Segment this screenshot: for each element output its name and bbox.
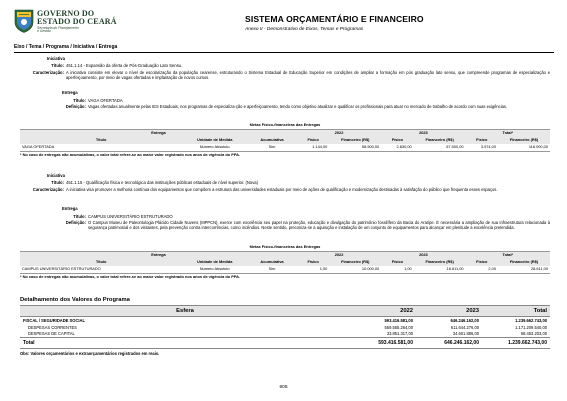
- definicao-text-1: Vagas ofertadas anualmente pelas IES Estaduais, nos programas de especializa-ção e aperfeiçoamento, tendo como objetivo atualizar e qualificar os profissionais para atuar no mercado de trabalho de acordo com suas exigências.: [88, 104, 508, 109]
- breadcrumb: Eixo / Tema / Programa / Iniciativa / Entrega: [14, 44, 554, 53]
- cell: 646.246.162,00: [450, 318, 479, 324]
- col-header: Título: [95, 136, 107, 142]
- gov-line-2: ESTADO DO CEARÁ: [37, 17, 117, 26]
- cell: 611.644.276,00: [450, 324, 479, 330]
- caracterizacao-label: Caracterização:: [32, 187, 64, 192]
- cell: 559.565.264,00: [384, 324, 413, 330]
- iniciativa-title-row-2: [38, 180, 550, 185]
- table-note-1: * No caso de entregas não acumulativas, o valor total refere-se ao maior valor registrado nos anos de vigência do PPA.: [20, 152, 241, 157]
- gov-line-3a: Secretaria do Planejamento: [37, 25, 79, 30]
- cell: 1.239.662.743,00: [515, 318, 547, 324]
- gov-line-3: [37, 27, 79, 35]
- cell: 3.974,00: [466, 144, 498, 151]
- entrega-heading-1: [62, 90, 78, 95]
- col-year-2023: 2023: [381, 129, 465, 136]
- page-header: [0, 0, 567, 45]
- col-header: Financeiro (R$): [509, 258, 539, 264]
- cell: 1,00: [297, 266, 329, 273]
- col-year-2022: 2022: [297, 251, 381, 258]
- caracterizacao-row-2: [20, 187, 550, 192]
- cell: 593.416.581,00: [384, 318, 413, 324]
- table-note-2: * No caso de entregas não acumulativas, o valor total refere-se ao maior valor registrado nos anos de vigência do PPA.: [20, 274, 241, 279]
- metas-table-2: [20, 245, 550, 280]
- page-number: 605: [279, 385, 288, 390]
- col-year-total: Total*: [466, 129, 550, 136]
- titulo-label: Título:: [73, 98, 86, 103]
- definicao-row-1: [60, 104, 550, 109]
- metas-caption-2: Metas Físico-financeiras das Entregas: [249, 244, 321, 249]
- cell: Sim: [247, 144, 297, 151]
- system-subtitle: Anexo II - Demonstrativo de Eixos, Temas e Programas: [245, 27, 364, 32]
- total-row: [20, 338, 550, 348]
- entrega-title-2: CAMPUS UNIVERSITÁRIO ESTRUTURADO: [88, 214, 173, 219]
- table-row: [20, 331, 550, 338]
- definicao-label: Definição:: [65, 220, 86, 225]
- observation-note: Obs: Valores orçamentários e extraorçamentários registrados em reais.: [20, 351, 160, 356]
- col-header-2022: 2022: [350, 306, 416, 317]
- system-title: SISTEMA ORÇAMENTÁRIO E FINANCEIRO: [245, 14, 424, 24]
- entrega-heading-2: [62, 206, 78, 211]
- iniciativa-title-1: 451.1.14 - Expansão da oferta de Pós-Graduação Lato Sensu.: [66, 63, 183, 68]
- col-header: Unidade de Medida: [196, 258, 233, 264]
- cell: 1.171.209.540,00: [515, 324, 547, 330]
- caracterizacao-label: Caracterização:: [32, 70, 64, 75]
- col-year-total: Total*: [466, 251, 550, 258]
- col-header: Físico: [307, 136, 319, 142]
- cell: Numero Absoluto: [182, 266, 247, 273]
- table-row: [20, 317, 550, 324]
- col-header-2023: 2023: [416, 306, 482, 317]
- cell: 2.830,00: [381, 144, 413, 151]
- col-year-2022: 2022: [297, 129, 381, 136]
- cell: CAMPUS UNIVERSITÁRIO ESTRUTURADO: [20, 266, 182, 273]
- table-row: [20, 266, 550, 273]
- cell: 1.239.662.743,00: [482, 338, 550, 348]
- cell: 1.144,00: [297, 144, 329, 151]
- cell: 28.611,00: [498, 266, 550, 273]
- definicao-label: Definição:: [65, 104, 86, 109]
- cell: VAGA OFERTADA: [20, 144, 182, 151]
- cell: Sim: [247, 266, 297, 273]
- definicao-text-2: O Campus Museu de Paleontologia Plácido Cidade Nuvens (MPPCN), exerce com excelência seu papel na proteção, educação e divulgação do patrimônio fossilífero da Bacia do Araripe. É necessária a ampliação de sua infraestrutura relacionada à segurança patrimonial e dos visitantes, pela prevenção contra intercorrências, como incêndios. Neste sentido, preconiza-se a aquisição e instalação de um conjunto de equipamentos para alcançar em plenitude a excelência pretendida.: [88, 220, 550, 231]
- detail-table: [20, 305, 550, 349]
- cell: FISCAL / SEGURIDADE SOCIAL: [23, 318, 86, 324]
- cell: 34.601.886,00: [452, 331, 479, 337]
- cell: 58.500,00: [329, 144, 381, 151]
- cell: 57.500,00: [414, 144, 466, 151]
- titulo-label: Título:: [51, 180, 64, 185]
- cell: 116.000,00: [498, 144, 550, 151]
- col-header: Financeiro (R$): [341, 136, 370, 142]
- state-crest-icon: [14, 9, 34, 33]
- metas-table-1: [20, 123, 550, 158]
- col-group-entrega: Entrega: [20, 251, 297, 258]
- cell: DESPESAS CORRENTES: [28, 324, 77, 330]
- col-header: Unidade de Medida: [196, 136, 233, 142]
- iniciativa-label: Iniciativa: [47, 56, 65, 61]
- table-row: [20, 144, 550, 151]
- entrega-label: Entrega: [62, 90, 78, 95]
- col-year-2023: 2023: [381, 251, 465, 258]
- cell: DESPESAS DE CAPITAL: [28, 331, 75, 337]
- iniciativa-heading-2: [47, 173, 65, 178]
- col-header: Financeiro (R$): [509, 136, 539, 142]
- col-group-entrega: Entrega: [20, 129, 297, 136]
- col-header: Físico: [391, 258, 404, 264]
- titulo-label: Título:: [73, 214, 86, 219]
- cell: Total: [20, 338, 350, 348]
- entrega-title-row-2: [60, 214, 550, 219]
- col-header: Físico: [476, 258, 488, 264]
- col-header: Acumulativa: [260, 258, 284, 264]
- col-header: Físico: [476, 136, 488, 142]
- gov-line-1: GOVERNO DO: [37, 9, 95, 18]
- col-header: Financeiro (R$): [341, 258, 370, 264]
- detail-title: Detalhamento dos Valores do Programa: [20, 297, 130, 303]
- entrega-title-1: VAGA OFERTADA: [88, 98, 123, 103]
- cell: 68.453.203,00: [520, 331, 547, 337]
- caracterizacao-text-1: A iniciativa consiste em elevar o nível de escolarização da população cearense, estruturando o Sistema Estadual de Educação Superior em condições de ampliar a formação em pós graduação lato sensu, que compreende programas de especialização e aperfeiçoamento, por meio de vagas ofertadas e implantação de novos cursos.: [66, 70, 550, 81]
- cell: 10.000,00: [329, 266, 381, 273]
- cell: 18.611,00: [414, 266, 466, 273]
- caracterizacao-row-1: [20, 70, 550, 81]
- col-header: Físico: [391, 136, 404, 142]
- cell: 2,00: [466, 266, 498, 273]
- gov-line-3b: e Gestão: [37, 29, 51, 34]
- iniciativa-title-2: 451.1.15 - Qualificação física e tecnológica das instituições públicas estaduais de nível superior. (Nova): [66, 180, 259, 185]
- metas-caption-1: Metas Físico-financeiras das Entregas: [249, 122, 321, 127]
- government-logo: [14, 9, 117, 35]
- caracterizacao-text-2: A iniciativa visa promover a melhoria contínua dos equipamentos que compõem a estrutura das universidades estaduais por meio de ações de qualificação e modernização destinadas à satisfação do público que frequenta esses espaços.: [66, 187, 498, 192]
- iniciativa-heading-1: [47, 56, 65, 61]
- col-header: Financeiro (R$): [425, 258, 454, 264]
- col-header: Físico: [307, 258, 319, 264]
- titulo-label: Título:: [51, 63, 64, 68]
- col-header: Acumulativa: [260, 136, 284, 142]
- table-row: [20, 324, 550, 331]
- col-header: Título: [95, 258, 107, 264]
- cell: Numero Absoluto: [182, 144, 247, 151]
- col-header: Financeiro (R$): [425, 136, 454, 142]
- cell: 646.246.162,00: [416, 338, 482, 348]
- definicao-row-2: [60, 220, 550, 231]
- entrega-label: Entrega: [62, 206, 78, 211]
- col-header-total: Total: [482, 306, 550, 317]
- iniciativa-title-row-1: [38, 63, 550, 68]
- col-header-esfera: Esfera: [20, 306, 350, 317]
- cell: 33.851.317,00: [386, 331, 413, 337]
- cell: 1,00: [381, 266, 413, 273]
- iniciativa-label: Iniciativa: [47, 173, 65, 178]
- entrega-title-row-1: [60, 98, 550, 103]
- cell: 593.416.581,00: [350, 338, 416, 348]
